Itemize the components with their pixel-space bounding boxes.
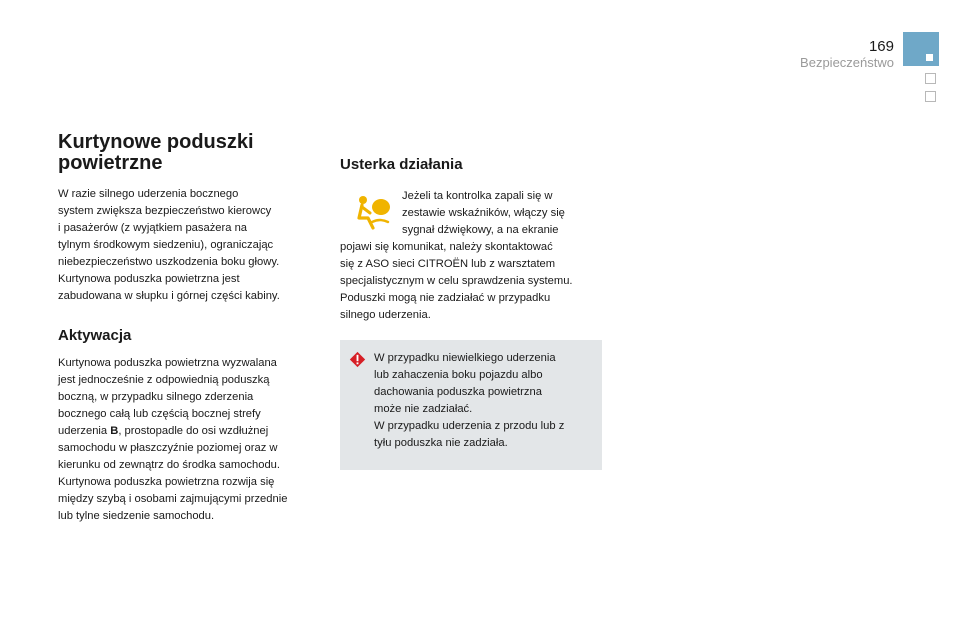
activation-line: boczną, w przypadku silnego zderzenia — [58, 391, 254, 403]
activation-line: , prostopadle do osi wzdłużnej — [118, 425, 269, 437]
intro-line: zabudowana w słupku i górnej części kabiny. — [58, 290, 280, 302]
warning-line: może nie zadziałać. — [374, 403, 473, 415]
tab-dot-icon — [926, 54, 933, 61]
fault-heading: Usterka działania — [340, 156, 463, 173]
airbag-warning-icon — [354, 192, 394, 232]
left-column — [58, 132, 320, 525]
warning-line: W przypadku uderzenia z przodu lub z — [374, 420, 565, 432]
zone-b-label: B — [110, 425, 119, 437]
fault-line: pojawi się komunikat, należy skontaktować — [340, 241, 553, 253]
fault-line: Poduszki mogą nie zadziałać w przypadku — [340, 292, 551, 304]
warning-line: dachowania poduszka powietrzna — [374, 386, 542, 398]
section-tab-active[interactable] — [903, 32, 939, 66]
fault-line: silnego uderzenia. — [340, 309, 431, 321]
fault-line: Jeżeli ta kontrolka zapali się w — [402, 190, 553, 202]
intro-line: W razie silnego uderzenia bocznego — [58, 188, 239, 200]
intro-line: Kurtynowa poduszka powietrzna jest — [58, 273, 240, 285]
intro-line: tylnym środkowym siedzeniu), ograniczając — [58, 239, 274, 251]
activation-line: bocznego całą lub częścią bocznej strefy — [58, 408, 261, 420]
section-name: Bezpieczeństwo — [800, 55, 894, 70]
activation-line: jest jednocześnie z odpowiednią poduszką — [58, 374, 270, 386]
fault-line: sygnał dźwiękowy, a na ekranie — [402, 224, 559, 236]
intro-line: niebezpieczeństwo uszkodzenia boku głowy. — [58, 256, 280, 268]
activation-heading: Aktywacja — [58, 327, 132, 344]
activation-line: uderzenia — [58, 425, 111, 437]
intro-paragraph — [58, 186, 320, 305]
warning-line: lub zahaczenia boku pojazdu albo — [374, 369, 543, 381]
fault-line: zestawie wskaźników, włączy się — [402, 207, 565, 219]
activation-line: Kurtynowa poduszka powietrzna wyzwalana — [58, 357, 277, 369]
activation-line: lub tylne siedzenie samochodu. — [58, 510, 215, 522]
intro-line: i pasażerów (z wyjątkiem pasażera na — [58, 222, 248, 234]
warning-line: tyłu poduszka nie zadziała. — [374, 437, 508, 449]
activation-paragraph — [58, 355, 320, 525]
intro-line: system zwiększa bezpieczeństwo kierowcy — [58, 205, 272, 217]
page-number: 169 — [868, 38, 894, 55]
section-tab-empty-1[interactable] — [925, 73, 936, 84]
section-tab-empty-2[interactable] — [925, 91, 936, 102]
activation-line: między szybą i osobami zajmującymi przednie — [58, 493, 288, 505]
warning-box — [340, 340, 602, 470]
page-title — [58, 132, 320, 174]
activation-line: samochodu w płaszczyźnie poziomej oraz w — [58, 442, 278, 454]
fault-line: się z ASO sieci CITROËN lub z warsztatem — [340, 258, 556, 270]
fault-line: specjalistycznym w celu sprawdzenia systemu. — [340, 275, 573, 287]
activation-line: Kurtynowa poduszka powietrzna rozwija się — [58, 476, 275, 488]
title-line-1: Kurtynowe poduszki — [58, 131, 254, 153]
warning-line: W przypadku niewielkiego uderzenia — [374, 352, 556, 364]
title-line-2: powietrzne — [58, 152, 163, 174]
warning-text — [352, 350, 590, 452]
exclamation-warning-icon — [349, 351, 366, 368]
fault-description — [340, 188, 602, 324]
activation-line: kierunku od zewnątrz do środka samochodu. — [58, 459, 281, 471]
right-column — [340, 156, 602, 470]
